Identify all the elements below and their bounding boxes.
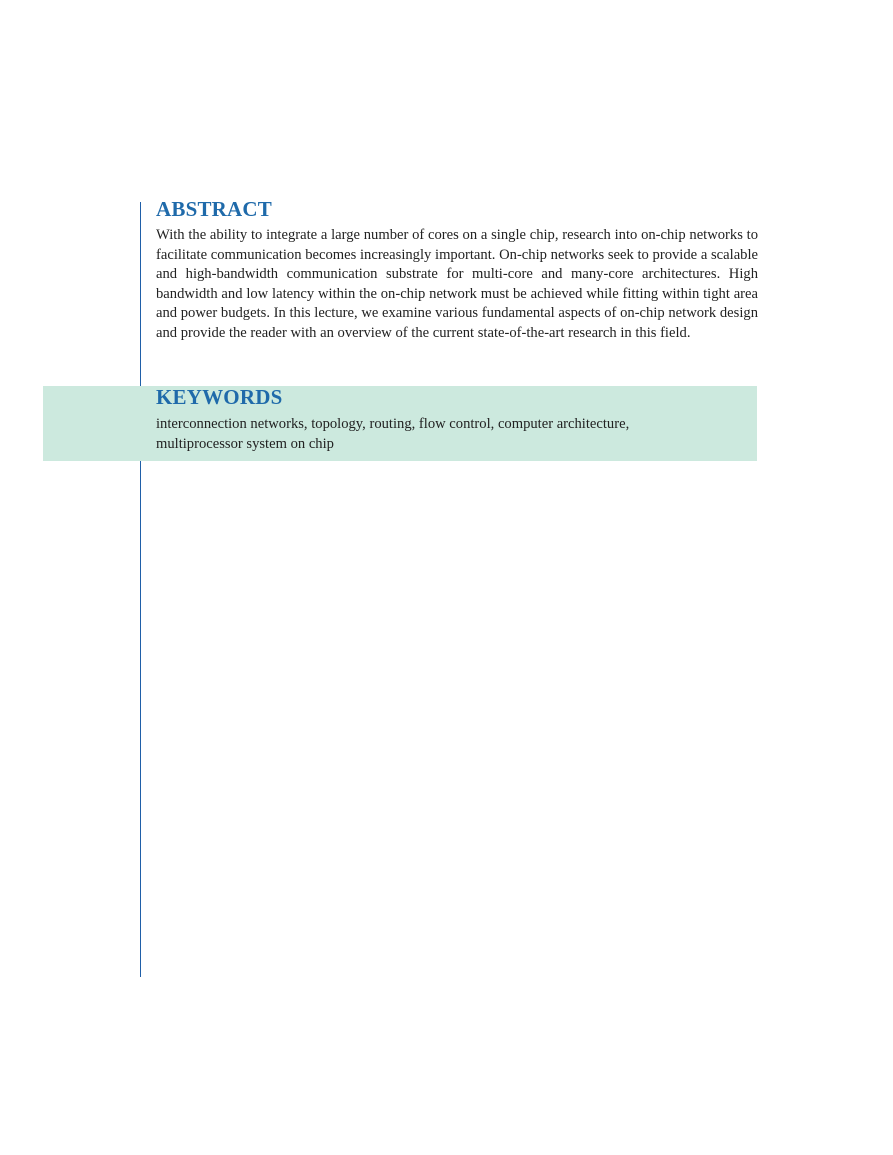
keywords-heading: KEYWORDS <box>156 385 283 409</box>
keywords-body: interconnection networks, topology, routing, flow control, computer architecture, multiprocessor system on chip <box>156 416 630 452</box>
abstract-heading: ABSTRACT <box>156 197 272 221</box>
keywords-section <box>156 385 716 454</box>
abstract-body: With the ability to integrate a large number of cores on a single chip, research into on-chip networks to facilitate communication becomes increasingly important. On-chip networks seek to provide a scalable and high-bandwidth communication substrate for multi-core and many-core architectures. High bandwidth and low latency within the on-chip network must be achieved while fitting within tight area and power budgets. In this lecture, we examine various fundamental aspects of on-chip network design and provide the reader with an overview of the current state-of-the-art research in this field. <box>156 227 758 341</box>
abstract-section <box>156 197 758 344</box>
margin-rule <box>140 202 141 977</box>
